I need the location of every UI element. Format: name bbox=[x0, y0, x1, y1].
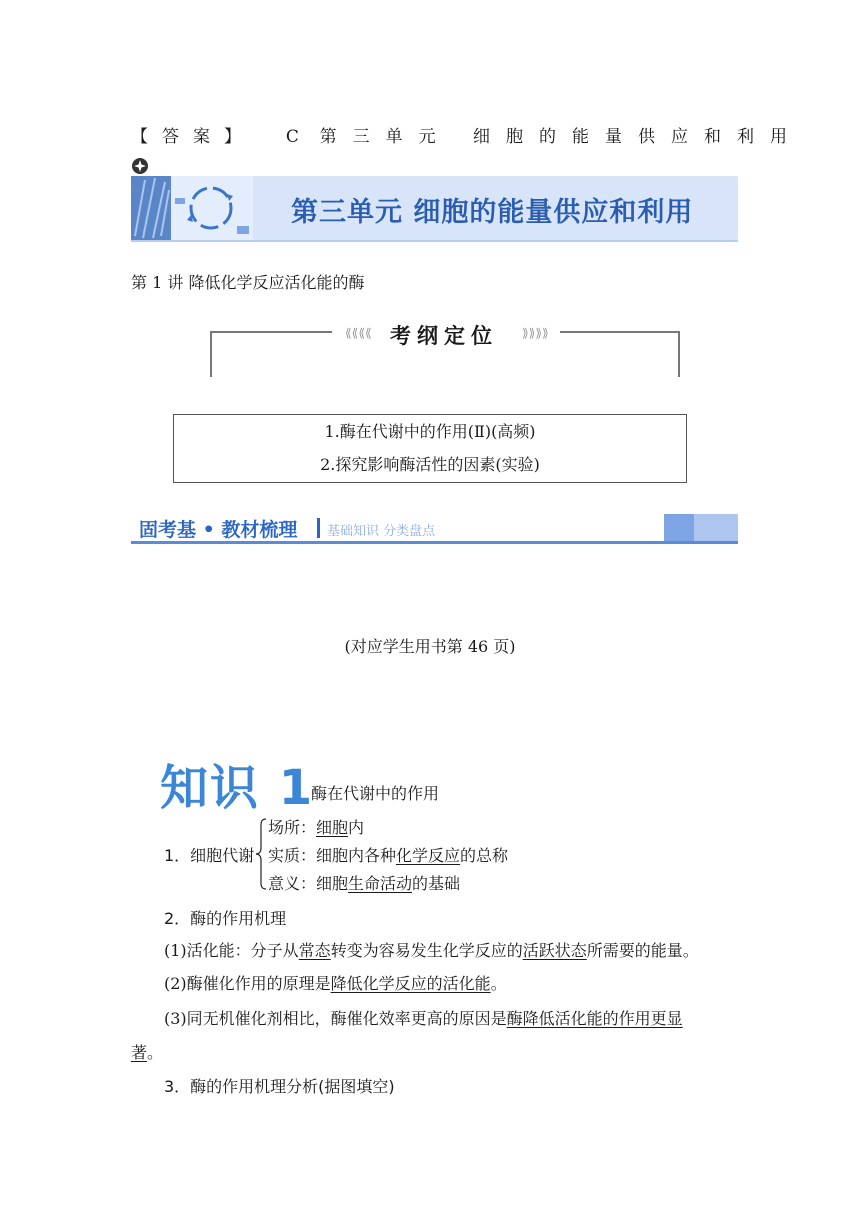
unit-banner-title: 第三单元 细胞的能量供应和利用 bbox=[291, 197, 694, 228]
row-text: 内 bbox=[348, 818, 365, 837]
item2-paragraph-2 bbox=[164, 971, 507, 994]
knowledge-heading: 知识 1 bbox=[160, 760, 315, 816]
row-text: 意义：细胞 bbox=[268, 874, 349, 893]
paragraph-answer: 著 bbox=[131, 1043, 148, 1062]
decorative-star-icon bbox=[131, 157, 149, 175]
row-text: 实质：细胞内各种 bbox=[268, 846, 397, 865]
section-underline bbox=[131, 541, 738, 544]
section-subtitle: 基础知识 分类盘点 bbox=[327, 524, 436, 539]
outline-item: 2.探究影响酶活性的因素(实验) bbox=[320, 455, 540, 474]
item3-heading: 3．酶的作用机理分析(据图填空) bbox=[164, 1077, 395, 1096]
section-title: 固考基 • 教材梳理 bbox=[139, 519, 298, 541]
page-reference: (对应学生用书第 46 页) bbox=[344, 637, 516, 656]
row-answer: 化学反应 bbox=[396, 846, 461, 865]
item1-row-meaning bbox=[268, 871, 460, 894]
paragraph-text: 所需要的能量。 bbox=[586, 941, 699, 960]
row-answer: 细胞 bbox=[316, 818, 349, 837]
answer-line bbox=[131, 122, 804, 147]
chevron-decoration-right-icon: ⟫⟫⟫⟫ bbox=[522, 326, 549, 340]
section-accent-block bbox=[664, 514, 694, 541]
row-text: 的总称 bbox=[460, 846, 509, 865]
item1-row-essence bbox=[268, 843, 508, 866]
row-text: 的基础 bbox=[412, 874, 461, 893]
item1-row-location bbox=[268, 815, 364, 838]
item2-heading: 2．酶的作用机理 bbox=[164, 909, 287, 928]
paragraph-answer: 降低化学反应的活化能 bbox=[330, 974, 491, 993]
outline-box bbox=[173, 414, 687, 483]
paragraph-text: (2)酶催化作用的原理是 bbox=[164, 974, 331, 993]
section-divider bbox=[317, 518, 320, 538]
item2-paragraph-1 bbox=[164, 938, 699, 961]
outline-title: 考纲定位 bbox=[390, 324, 498, 348]
outline-item: 1.酶在代谢中的作用(Ⅱ)(高频) bbox=[324, 422, 536, 441]
paragraph-text: 。 bbox=[147, 1043, 164, 1062]
item2-paragraph-3 bbox=[164, 1006, 683, 1029]
lecture-title: 第 1 讲 降低化学反应活化能的酶 bbox=[131, 273, 365, 292]
item2-paragraph-3-cont bbox=[131, 1040, 163, 1063]
paragraph-text: 。 bbox=[490, 974, 507, 993]
chevron-decoration-left-icon: ⟪⟪⟪⟪ bbox=[345, 326, 372, 340]
brace-icon bbox=[255, 818, 267, 890]
answer-label: 【答案】 bbox=[131, 127, 255, 147]
paragraph-text: 转变为容易发生化学反应的 bbox=[330, 941, 523, 960]
row-answer: 生命活动 bbox=[348, 874, 413, 893]
section-accent-block bbox=[694, 514, 738, 541]
row-text: 场所： bbox=[268, 818, 317, 837]
unit-banner bbox=[131, 176, 738, 242]
atp-cycle-illustration bbox=[131, 176, 253, 240]
paragraph-text: (1)活化能：分子从 bbox=[164, 941, 299, 960]
answer-letter: C bbox=[285, 127, 299, 147]
paragraph-answer: 酶降低活化能的作用更显 bbox=[506, 1009, 683, 1028]
section-header bbox=[131, 514, 738, 544]
paragraph-text: (3)同无机催化剂相比，酶催化效率更高的原因是 bbox=[164, 1009, 507, 1028]
answer-text: 第三单元 细胞的能量供应和利用 bbox=[319, 127, 804, 147]
paragraph-answer: 常态 bbox=[298, 941, 331, 960]
item1-label: 1．细胞代谢 bbox=[164, 846, 255, 865]
knowledge-subtitle: 酶在代谢中的作用 bbox=[311, 784, 440, 803]
paragraph-answer: 活跃状态 bbox=[522, 941, 587, 960]
